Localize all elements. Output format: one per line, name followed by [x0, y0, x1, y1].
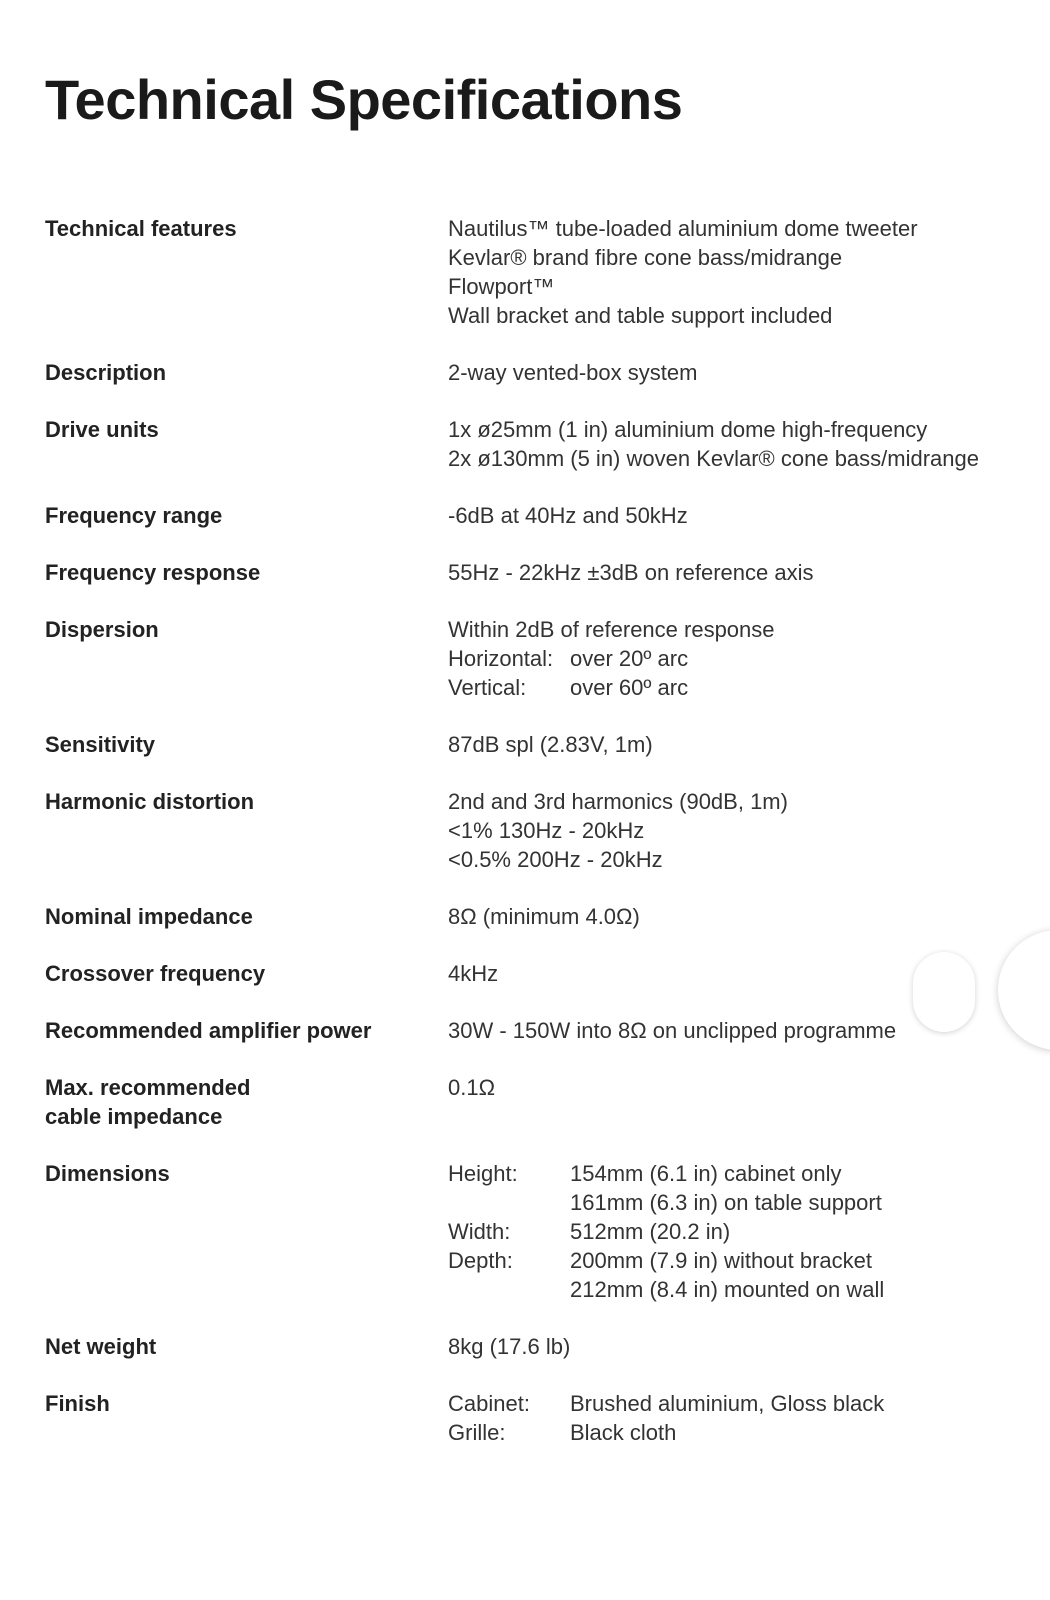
spec-line: Nautilus™ tube-loaded aluminium dome tweeter: [448, 216, 918, 241]
spec-value: [448, 902, 1045, 931]
spec-value: [448, 1389, 1045, 1447]
spec-row-frequency-response: [45, 558, 1045, 587]
spec-kv-row: [448, 1418, 1045, 1447]
spec-row-finish: [45, 1389, 1045, 1447]
spec-kv-key: Cabinet:: [448, 1391, 530, 1416]
spec-label: Crossover frequency: [45, 961, 266, 986]
spec-kv-value: Black cloth: [570, 1420, 677, 1445]
spec-label: Harmonic distortion: [45, 789, 255, 814]
spec-kv-value: 512mm (20.2 in): [570, 1219, 731, 1244]
spec-line: <1% 130Hz - 20kHz: [448, 818, 645, 843]
spec-label: Nominal impedance: [45, 904, 253, 929]
spec-row-harmonic-distortion: [45, 787, 1045, 874]
spec-line: 8Ω (minimum 4.0Ω): [448, 904, 640, 929]
spec-line: 2x ø130mm (5 in) woven Kevlar® cone bass/midrange: [448, 446, 979, 471]
spec-kv-value: Brushed aluminium, Gloss black: [570, 1391, 885, 1416]
spec-kv-row: [448, 1188, 1045, 1217]
spec-row-max-cable-impedance: [45, 1073, 1045, 1131]
spec-label: Description: [45, 360, 167, 385]
spec-line: Within 2dB of reference response: [448, 617, 775, 642]
spec-label: Technical features: [45, 216, 237, 241]
spec-line: 0.1Ω: [448, 1075, 496, 1100]
spec-kv-value: 154mm (6.1 in) cabinet only: [570, 1161, 842, 1186]
spec-line: 4kHz: [448, 961, 499, 986]
spec-row-dimensions: [45, 1159, 1045, 1304]
spec-row-recommended-amplifier-power: [45, 1016, 1045, 1045]
spec-kv-key: [448, 1188, 570, 1217]
spec-label-line: cable impedance: [45, 1104, 223, 1129]
spec-kv-key: Height:: [448, 1161, 518, 1186]
spec-line: Flowport™: [448, 274, 555, 299]
spec-row-description: [45, 358, 1045, 387]
spec-line: 87dB spl (2.83V, 1m): [448, 732, 653, 757]
spec-kv-row: [448, 644, 1045, 673]
spec-label: Frequency range: [45, 503, 223, 528]
spec-label: Frequency response: [45, 560, 261, 585]
spec-kv-key: Vertical:: [448, 675, 527, 700]
spec-line: 55Hz - 22kHz ±3dB on reference axis: [448, 560, 814, 585]
spec-line: Wall bracket and table support included: [448, 303, 833, 328]
spec-kv-row: [448, 1275, 1045, 1304]
spec-line: 2nd and 3rd harmonics (90dB, 1m): [448, 789, 788, 814]
spec-line: 1x ø25mm (1 in) aluminium dome high-frequency: [448, 417, 928, 442]
spec-row-drive-units: [45, 415, 1045, 473]
spec-label: Dimensions: [45, 1161, 170, 1186]
spec-row-frequency-range: [45, 501, 1045, 530]
spec-kv-row: [448, 1159, 1045, 1188]
spec-value: [448, 787, 1045, 874]
spec-row-net-weight: [45, 1332, 1045, 1361]
spec-label-line: Max. recommended: [45, 1075, 251, 1100]
spec-value: [448, 1159, 1045, 1304]
spec-row-technical-features: [45, 214, 1045, 330]
spec-kv-value: over 60º arc: [570, 675, 689, 700]
spec-line: <0.5% 200Hz - 20kHz: [448, 847, 663, 872]
spec-kv-value: 200mm (7.9 in) without bracket: [570, 1248, 873, 1273]
spec-line: 30W - 150W into 8Ω on unclipped programme: [448, 1018, 897, 1043]
floating-scroll-handle[interactable]: [913, 952, 975, 1032]
spec-kv-row: [448, 1217, 1045, 1246]
spec-value: [448, 730, 1045, 759]
spec-kv-value: 161mm (6.3 in) on table support: [570, 1190, 882, 1215]
spec-kv-key: Depth:: [448, 1248, 513, 1273]
spec-kv-key: Grille:: [448, 1420, 506, 1445]
spec-kv-value: 212mm (8.4 in) mounted on wall: [570, 1277, 885, 1302]
spec-label: Recommended amplifier power: [45, 1018, 372, 1043]
spec-value: [448, 558, 1045, 587]
spec-value: [448, 501, 1045, 530]
spec-kv-key: Width:: [448, 1219, 511, 1244]
spec-kv-key: Horizontal:: [448, 646, 554, 671]
spec-label: Drive units: [45, 417, 159, 442]
spec-row-crossover-frequency: [45, 959, 1045, 988]
spec-line: Kevlar® brand fibre cone bass/midrange: [448, 245, 843, 270]
spec-kv-row: [448, 1389, 1045, 1418]
spec-row-sensitivity: [45, 730, 1045, 759]
page-title: Technical Specifications: [45, 68, 683, 131]
spec-value: [448, 415, 1045, 473]
spec-label: Sensitivity: [45, 732, 156, 757]
spec-value: [448, 214, 1045, 330]
spec-line: 2-way vented-box system: [448, 360, 698, 385]
spec-value: [448, 615, 1045, 702]
spec-row-dispersion: [45, 615, 1045, 702]
spec-row-nominal-impedance: [45, 902, 1045, 931]
spec-table: [45, 214, 1045, 1475]
spec-line: 8kg (17.6 lb): [448, 1334, 571, 1359]
spec-label: Finish: [45, 1391, 110, 1416]
spec-value: [448, 1332, 1045, 1361]
spec-kv-key: [448, 1275, 570, 1304]
spec-label: [45, 1073, 448, 1131]
spec-line: -6dB at 40Hz and 50kHz: [448, 503, 688, 528]
spec-kv-row: [448, 1246, 1045, 1275]
spec-label: Net weight: [45, 1334, 157, 1359]
spec-kv-value: over 20º arc: [570, 646, 689, 671]
spec-value: [448, 358, 1045, 387]
spec-value: [448, 1073, 1045, 1102]
spec-label: Dispersion: [45, 617, 159, 642]
spec-kv-row: [448, 673, 1045, 702]
